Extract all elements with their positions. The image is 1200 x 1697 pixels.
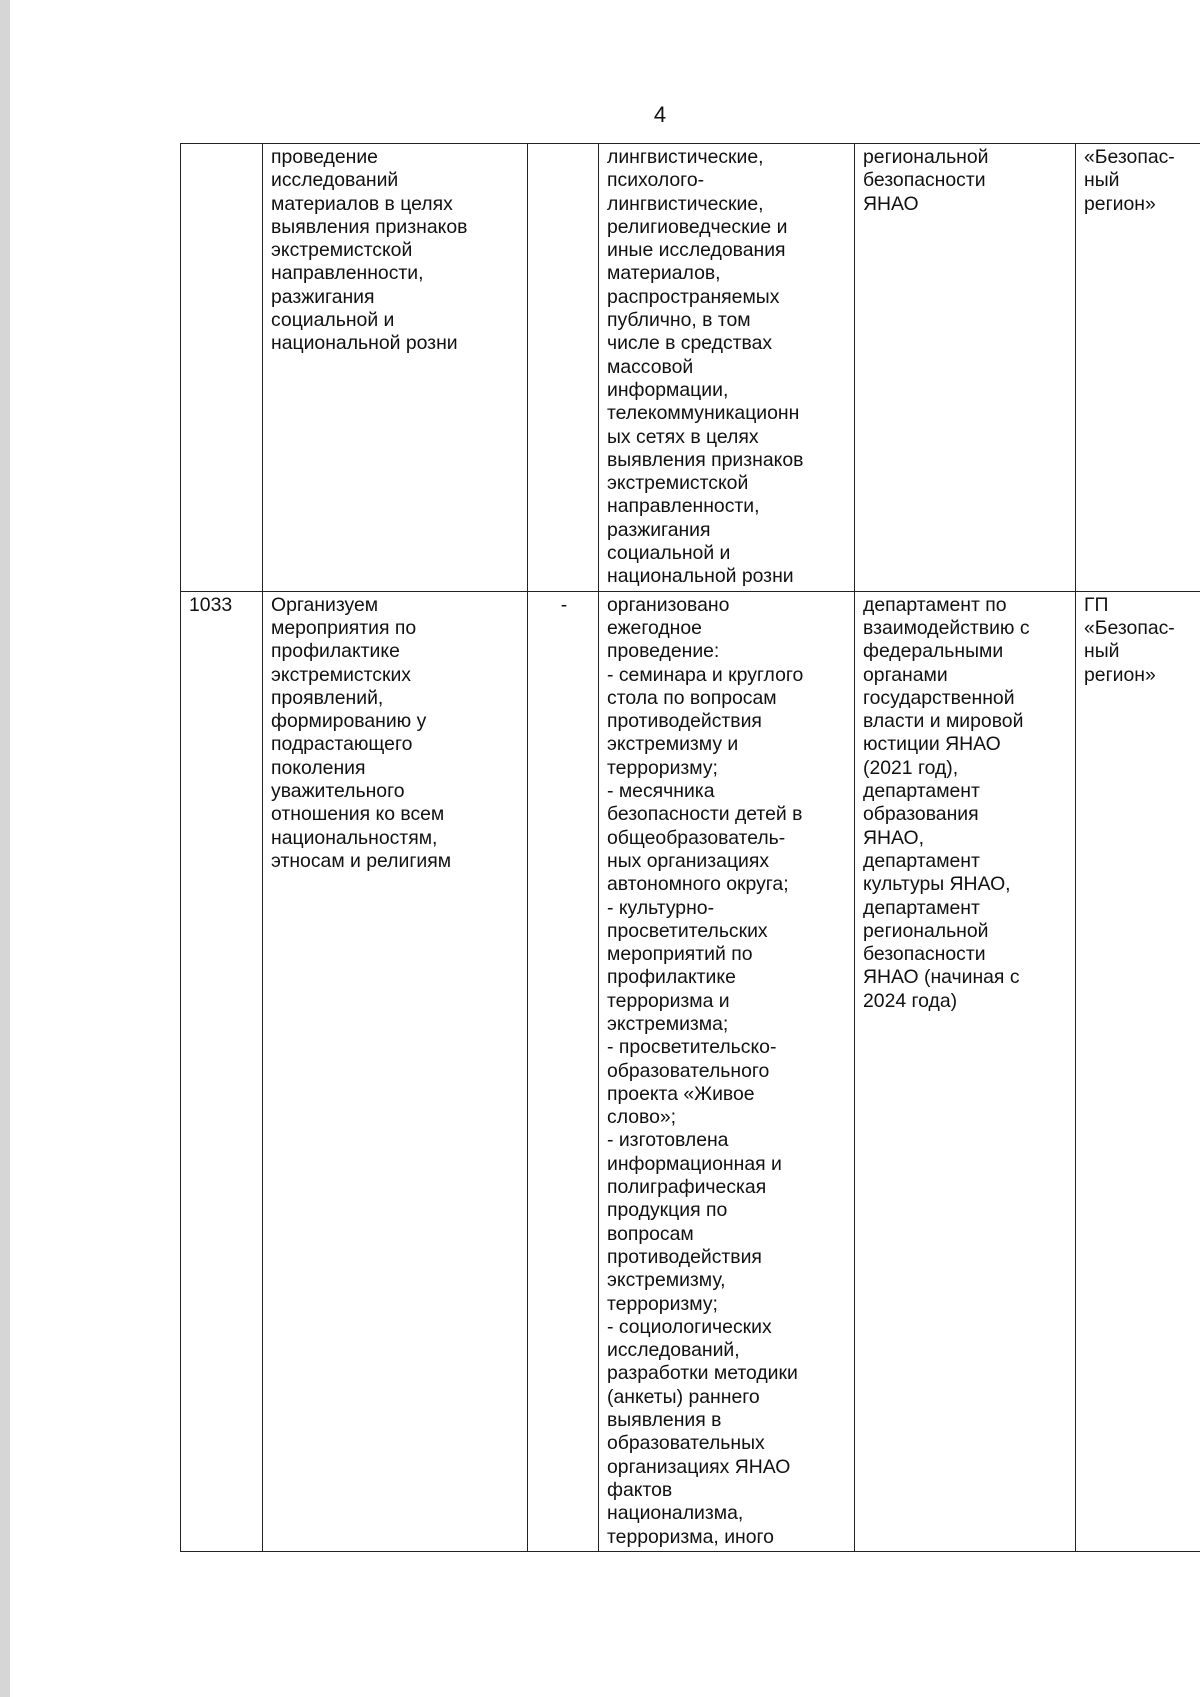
executor-cell: департамент по взаимодействию с федеральными органами государственной власти и мировой юстиции ЯНАО (2021 год), департамент образования ЯНАО, департамент культуры ЯНАО, департамент региональной безопасности ЯНАО (начиная с 2024 года) xyxy=(855,591,1076,1551)
measure-name-cell: проведение исследований материалов в целях выявления признаков экстремистской направленности, разжигания социальной и национальной розни xyxy=(263,144,528,592)
program-cell: ГП «Безопас- ный регион» xyxy=(1076,591,1200,1551)
table-row xyxy=(181,591,1200,1551)
row-number-cell xyxy=(181,144,263,592)
scan-edge xyxy=(0,0,10,1697)
executor-cell: региональной безопасности ЯНАО xyxy=(855,144,1076,592)
page-number: 4 xyxy=(653,102,667,127)
table-row xyxy=(181,144,1200,592)
indicator-cell xyxy=(528,144,599,592)
measures-table xyxy=(180,143,1200,1552)
row-number-cell: 1033 xyxy=(181,591,263,1551)
result-cell: организовано ежегодное проведение: - семинара и круглого стола по вопросам противодействия экстремизму и терроризму; - месячника безопасности детей в общеобразователь- ных организациях автономного округа; - культурно- просветительских мероприятий по профилактике терроризма и экстремизма; - просветительско- образовательного проекта «Живое слово»; - изготовлена информационная и полиграфическая продукция по вопросам противодействия экстремизму, терроризму; - социологических исследований, разработки методики (анкеты) раннего выявления в образовательных организациях ЯНАО фактов национализма, терроризма, иного xyxy=(599,591,855,1551)
result-cell: лингвистические, психолого- лингвистические, религиоведческие и иные исследования материалов, распространяемых публично, в том числе в средствах массовой информации, телекоммуникационн ых сетях в целях выявления признаков экстремистской направленности, разжигания социальной и национальной розни xyxy=(599,144,855,592)
indicator-cell: - xyxy=(528,591,599,1551)
program-cell: «Безопас- ный регион» xyxy=(1076,144,1200,592)
measure-name-cell: Организуем мероприятия по профилактике экстремистских проявлений, формированию у подрастающего поколения уважительного отношения ко всем национальностям, этносам и религиям xyxy=(263,591,528,1551)
